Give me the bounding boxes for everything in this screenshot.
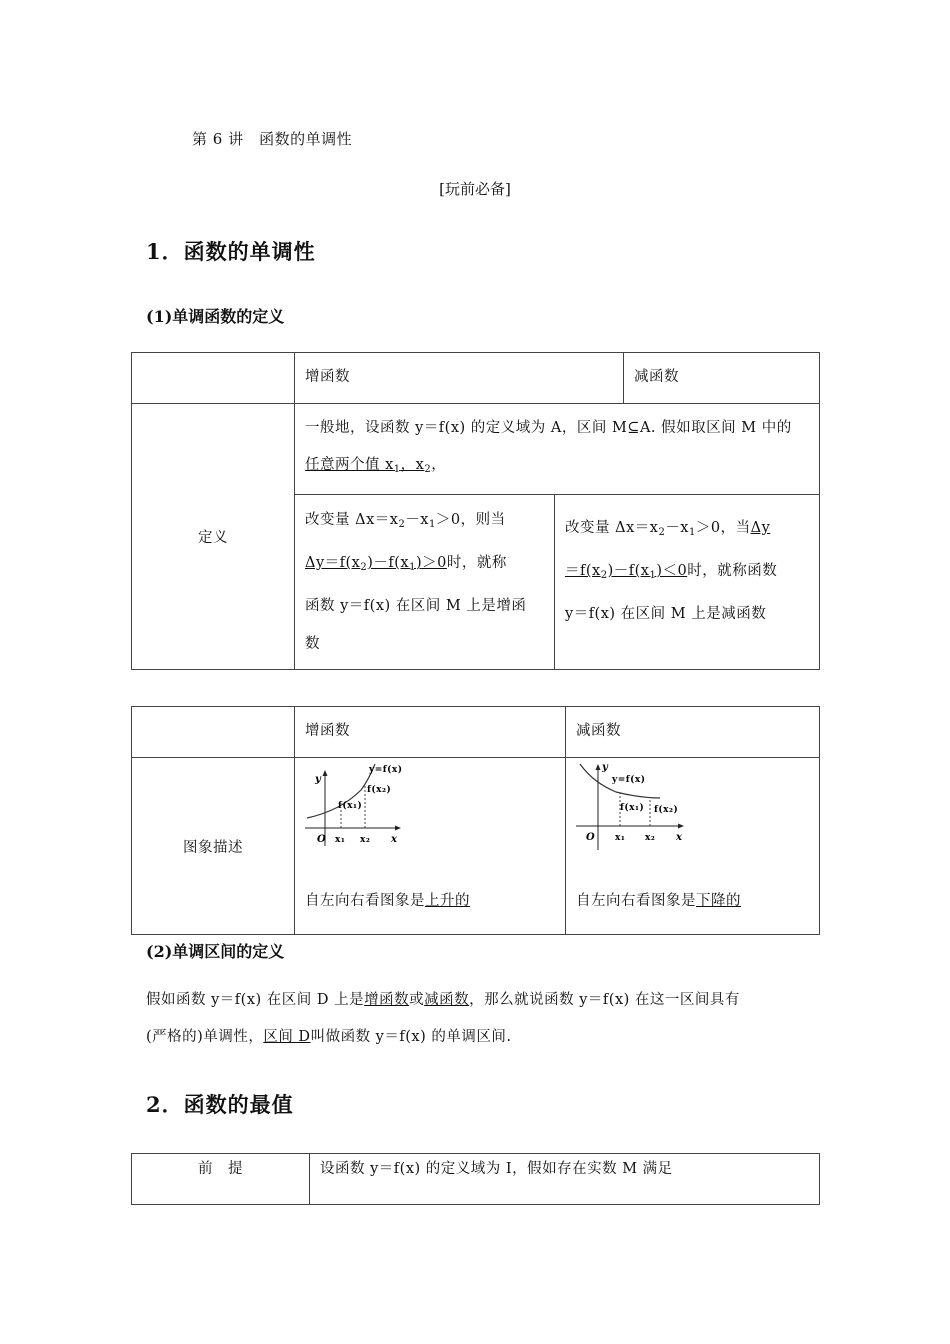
subheading-interval: (2)单调区间的定义 <box>146 942 285 961</box>
header-decreasing-2: 减函数 <box>566 707 820 758</box>
graph-dec-y-label: y <box>602 762 609 773</box>
increasing-definition: 改变量 $\Delta x=x_2-x_1>0$，则当 $\Delta y=f(x_2)-f(x_1)>0$时，就称 函数 y＝f(x) 在区间 M 上是增函 数 <box>295 495 555 670</box>
graph-dec-x-label: x <box>676 832 683 843</box>
decreasing-graph <box>576 760 696 852</box>
subheading-definition: (1)单调函数的定义 <box>146 307 285 326</box>
lecture-title: 第 6 讲 函数的单调性 <box>192 130 353 148</box>
decreasing-description: 自左向右看图象是下降的 <box>576 893 741 909</box>
graph-inc-y-label: y <box>315 774 322 785</box>
graph-inc-curve-label: y=f(x) <box>369 765 403 775</box>
header-increasing-2: 增函数 <box>295 707 566 758</box>
header-empty-cell <box>132 353 295 404</box>
header-empty-cell-2 <box>132 707 295 758</box>
graph-inc-origin: O <box>317 834 327 845</box>
graph-dec-fx2: f(x₂) <box>654 805 679 815</box>
graph-dec-origin: O <box>586 832 596 843</box>
heading-monotonicity: 1．函数的单调性 <box>146 239 316 264</box>
heading-extreme-values: 2．函数的最值 <box>146 1092 294 1117</box>
header-increasing: 增函数 <box>295 353 624 404</box>
decreasing-definition: 改变量 $\Delta x=x_2-x_1>0$，当Δy $=f(x_2)-f(x_1)<0$时，就称函数 y＝f(x) 在区间 M 上是减函数 <box>555 495 820 670</box>
interval-paragraph: 假如函数 y＝f(x) 在区间 D 上是增函数或减函数，那么就说函数 y＝f(x) 在这一区间具有 (严格的)单调性，区间 D叫做函数 y＝f(x) 的单调区间. <box>146 992 740 1045</box>
graph-inc-x2: x₂ <box>360 835 371 845</box>
graph-dec-x2: x₂ <box>645 833 656 843</box>
increasing-graph <box>305 760 415 852</box>
increasing-graph-cell <box>295 758 566 935</box>
row-label-graph: 图象描述 <box>132 758 295 935</box>
common-definition: 一般地，设函数 y＝f(x) 的定义域为 A，区间 M⊆A. 假如取区间 M 中的 任意两个值 $x_1$，$x_2$， <box>295 404 820 495</box>
increasing-description: 自左向右看图象是上升的 <box>305 893 470 909</box>
row-label-definition: 定义 <box>132 404 295 670</box>
graph-inc-x-label: x <box>391 834 398 845</box>
extreme-value-table <box>131 1153 820 1205</box>
section-title: [玩前必备] <box>439 180 511 198</box>
graph-inc-x1: x₁ <box>335 835 346 845</box>
graph-inc-fx1: f(x₁) <box>338 801 363 811</box>
graph-dec-x1: x₁ <box>615 833 626 843</box>
graph-inc-fx2: f(x₂) <box>367 785 392 795</box>
header-decreasing: 减函数 <box>624 353 820 404</box>
decreasing-graph-cell <box>566 758 820 935</box>
definition-table <box>131 352 820 670</box>
graph-table <box>131 706 820 935</box>
premise-label: 前 提 <box>132 1154 310 1205</box>
premise-content: 设函数 y＝f(x) 的定义域为 I，假如存在实数 M 满足 <box>310 1154 820 1205</box>
graph-dec-fx1: f(x₁) <box>620 803 645 813</box>
graph-dec-curve-label: y=f(x) <box>612 775 646 785</box>
